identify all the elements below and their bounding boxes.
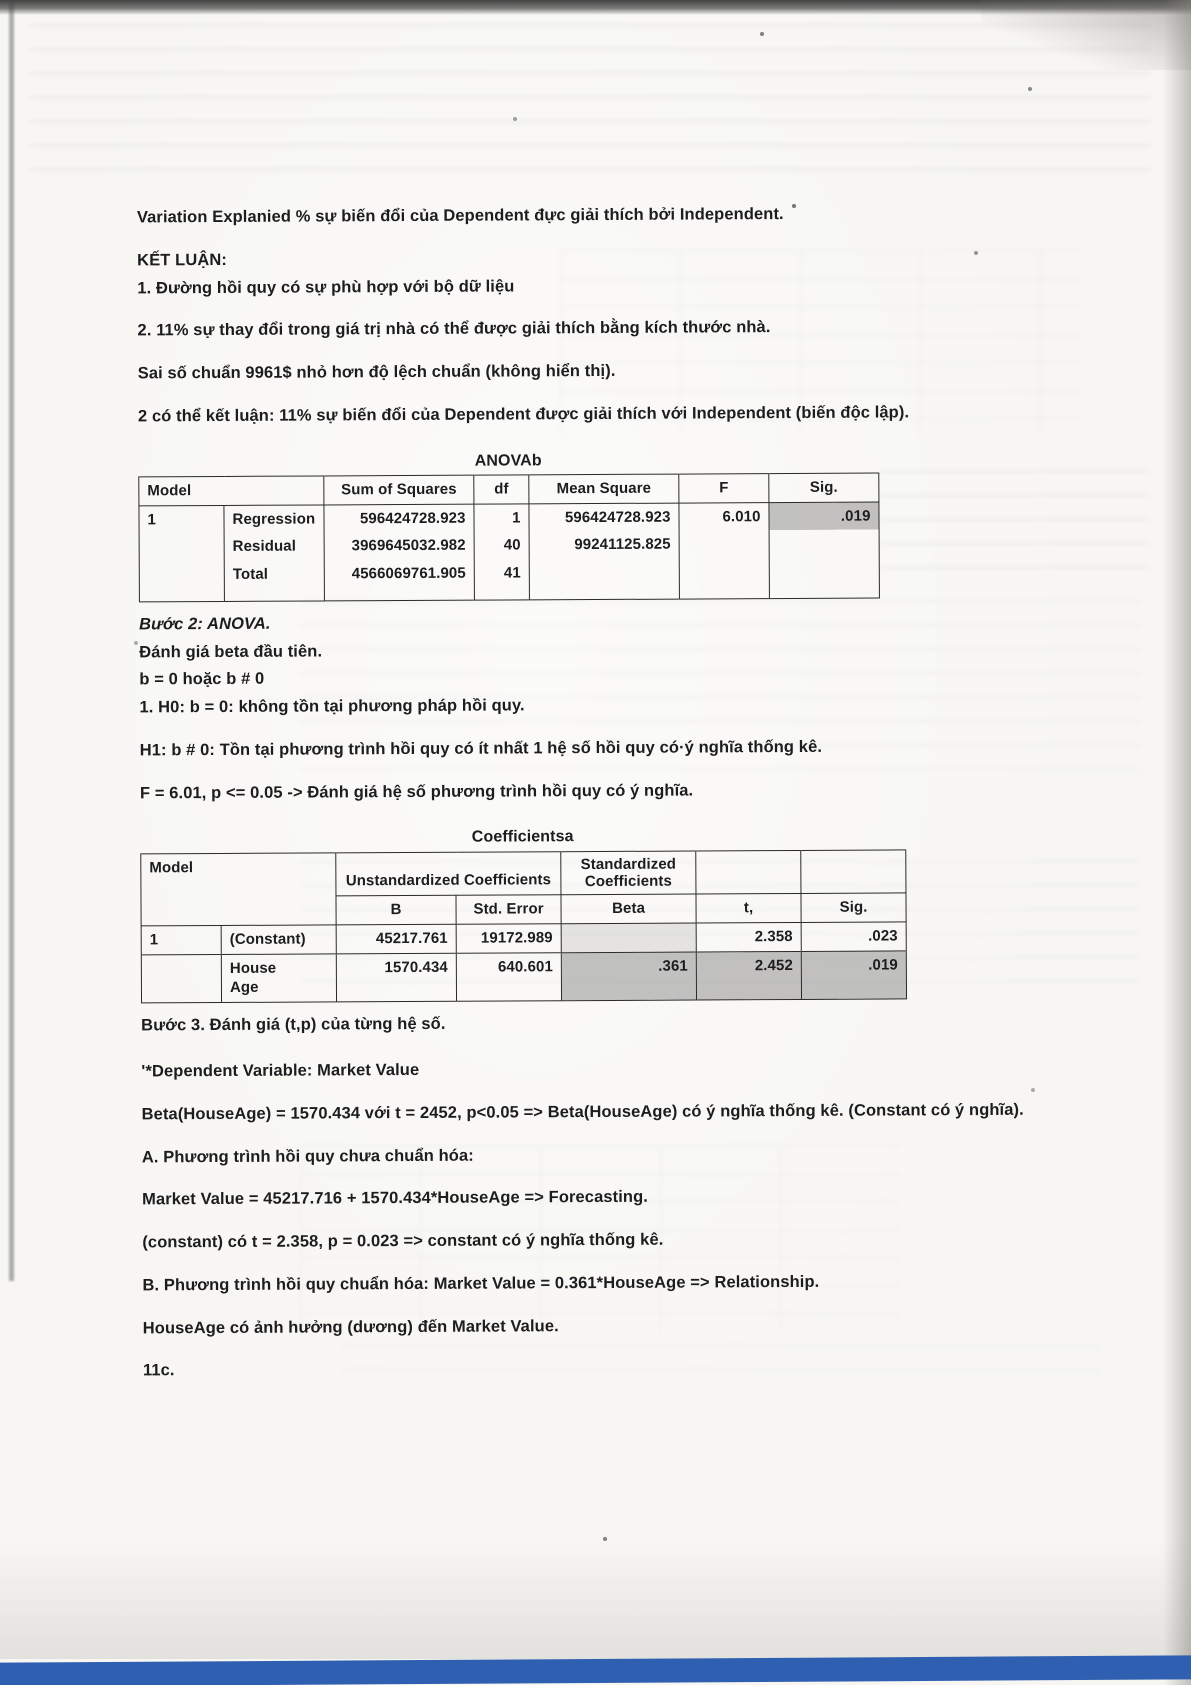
anova-header-row [139,473,879,506]
anova-row-regression [139,502,879,534]
heading-step-3: Bước 3. Đánh giá (t,p) của từng hệ số. [141,1015,446,1035]
coef-cell-beta [561,923,696,953]
conclusion-3: 2 có thể kết luận: 11% sự biến đổi của Dependent được giải thích với Independent (biến độc lập). [137,403,910,426]
step2-h0: 1. H0: b = 0: không tồn tại phương pháp hồi quy. [139,696,525,717]
coef-header-unstandardized: Unstandardized Coefficients [336,851,561,896]
coefficients-table-title: Coefficientsa [471,828,574,847]
anova-header-df: df [474,475,529,504]
anova-table [138,472,880,602]
anova-header-sig: Sig. [769,473,879,502]
coefficients-header-row-1 [141,849,906,897]
equation-a-forecasting: Market Value = 45217.716 + 1570.434*HouseAge => Forecasting. [142,1188,648,1209]
anova-table-title: ANOVAb [474,451,542,470]
anova-cell-sig [769,530,879,558]
anova-row-label: Total [224,561,324,602]
coef-cell-se: 19172.989 [456,924,561,953]
coef-header-b: B [336,895,456,924]
scan-speckles [0,0,2,2]
coef-row-constant [141,922,906,955]
coef-row-label: (Constant) [221,925,336,954]
coef-header-model: Model [141,852,336,925]
dependent-variable-note: '*Dependent Variable: Market Value [141,1060,420,1081]
coef-cell-b: 1570.434 [336,953,456,1002]
anova-row-total [139,558,879,602]
scan-artifact-top-right-shadow [981,0,1191,70]
coef-cell-sig-highlighted: .019 [801,951,906,1000]
document-content [137,203,1063,1404]
coef-cell-sig: .023 [801,922,906,951]
coef-header-t: t, [696,894,801,923]
scan-artifact-right-shadow [1163,0,1191,1685]
anova-cell-ss: 596424728.923 [324,504,474,533]
step2-line-1: Đánh giá beta đầu tiên. [139,642,323,662]
coef-model-number [141,954,221,1003]
heading-ket-luan: KẾT LUẬN: [137,250,228,270]
paragraph-variation-explained: Variation Explanied % sự biến đổi của Dependent đực giải thích bởi Independent. [136,205,784,227]
anova-row-label: Regression [224,504,324,533]
coef-header-sig: Sig. [801,893,906,922]
heading-step-2: Bước 2: ANOVA. [139,614,271,634]
houseage-effect-line: HouseAge có ảnh hưởng (dương) đến Market Value. [142,1316,559,1338]
conclusion-std-error: Sai số chuẩn 9961$ nhỏ hơn độ lệch chuẩn (không hiển thị). [137,361,616,383]
coef-cell-t: 2.358 [696,922,801,951]
heading-equation-b: B. Phương trình hồi quy chuẩn hóa: Market Value = 0.361*HouseAge => Relationship. [142,1272,820,1295]
coef-cell-beta-highlighted: .361 [561,952,696,1001]
heading-equation-a: A. Phương trình hồi quy chưa chuẩn hóa: [141,1146,474,1166]
step2-line-2: b = 0 hoặc b # 0 [139,670,265,689]
anova-cell-f [679,530,769,558]
anova-cell-sig-highlighted: .019 [769,502,879,531]
coef-header-beta: Beta [561,894,696,924]
item-11c: 11c. [142,1361,175,1380]
step2-f-test: F = 6.01, p <= 0.05 -> Đánh giá hệ số phương trình hồi quy có ý nghĩa. [139,781,694,803]
anova-cell-df: 40 [474,532,529,560]
anova-header-f: F [679,473,769,502]
anova-model-number [139,533,224,561]
coef-cell-se: 640.601 [456,952,561,1001]
beta-significance-line: Beta(HouseAge) = 1570.434 với t = 2452, p<0.05 => Beta(HouseAge) có ý nghĩa thống kê. (Constant có ý nghĩa). [141,1100,1024,1124]
coefficients-table [140,849,907,1004]
scan-artifact-bottom-shade [0,1539,1191,1659]
anova-cell-sig [769,558,879,599]
coef-header-blank-sig [801,849,906,893]
coef-header-std-error: Std. Error [456,895,561,924]
step2-h1: H1: b # 0: Tồn tại phương trình hồi quy có ít nhất 1 hệ số hồi quy có·ý nghĩa thống kê. [139,737,823,760]
scan-artifact-left-line [9,0,14,1281]
coef-row-house-age [141,951,906,1004]
anova-cell-ss: 3969645032.982 [324,532,474,561]
conclusion-2: 2. 11% sự thay đổi trong giá trị nhà có thể được giải thích bằng kích thước nhà. [137,318,771,340]
coef-row-label [221,954,336,1003]
coef-header-blank-t [696,850,801,894]
anova-header-mean-square: Mean Square [529,474,679,504]
anova-cell-df: 1 [474,503,529,532]
anova-cell-ss: 4566069761.905 [324,560,474,601]
coef-cell-t-highlighted: 2.452 [696,951,801,1000]
anova-row-residual [139,530,879,562]
anova-cell-ms: 99241125.825 [529,531,679,560]
anova-cell-ms [529,559,679,600]
anova-header-model: Model [139,476,324,506]
anova-row-label: Residual [224,533,324,561]
coef-header-standardized: Standardized Coefficients [561,851,696,895]
anova-cell-ms: 596424728.923 [529,503,679,532]
constant-significance-line: (constant) có t = 2.358, p = 0.023 => constant có ý nghĩa thống kê. [142,1230,664,1252]
anova-model-number: 1 [139,505,224,534]
scan-artifact-bottom-blue-strip [0,1655,1191,1685]
anova-cell-f: 6.010 [679,502,769,531]
coef-cell-b: 45217.761 [336,924,456,953]
coef-model-number: 1 [141,925,221,954]
coef-row-label-text: House Age [229,959,277,997]
anova-cell-df: 41 [474,559,529,600]
anova-header-sum-of-squares: Sum of Squares [324,475,474,505]
anova-cell-f [679,558,769,599]
anova-model-number [139,561,224,602]
conclusion-1: 1. Đường hồi quy có sự phù hợp với bộ dữ liệu [137,276,515,297]
